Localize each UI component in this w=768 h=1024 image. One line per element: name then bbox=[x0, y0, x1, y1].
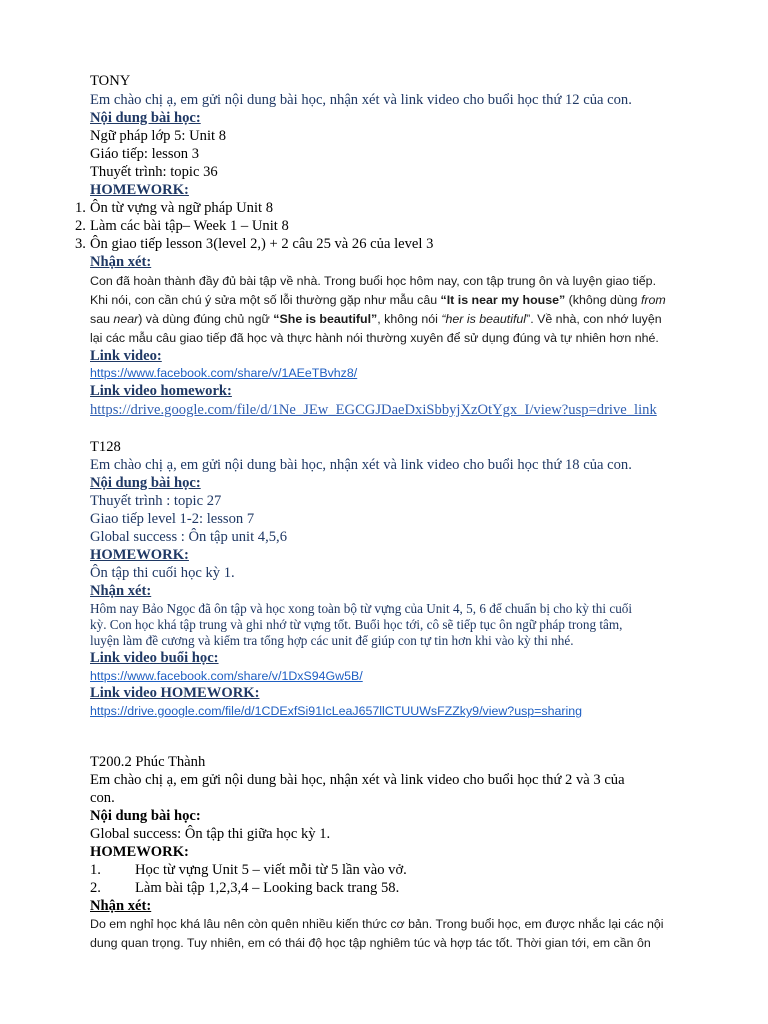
list-number: 1. bbox=[75, 200, 86, 216]
homework-text: Ôn tập thi cuối học kỳ 1. bbox=[90, 565, 235, 581]
homework-heading: HOMEWORK: bbox=[90, 547, 189, 563]
list-number: 2. bbox=[90, 880, 101, 896]
comment-text: ”. Về nhà, con nhớ luyện bbox=[526, 312, 662, 326]
comment-text: Khi nói, con cần chú ý sửa một số lỗi thường gặp như mẫu câu bbox=[90, 293, 441, 307]
homework-video-heading: Link video HOMEWORK: bbox=[90, 685, 260, 701]
comment-line: Do em nghỉ học khá lâu nên còn quên nhiều kiến thức cơ bản. Trong buổi học, em được nhắc lại các nội bbox=[90, 917, 664, 931]
intro-text: Em chào chị ạ, em gửi nội dung bài học, nhận xét và link video cho buổi học thứ 18 của con. bbox=[90, 457, 632, 473]
homework-item bbox=[75, 199, 274, 217]
comment-text: (không dùng bbox=[565, 293, 641, 307]
comment-example: “She is beautiful” bbox=[273, 312, 378, 326]
comment-text: sau bbox=[90, 312, 114, 326]
list-number: 1. bbox=[90, 862, 101, 878]
video-heading: Link video: bbox=[90, 348, 162, 364]
content-item: Thuyết trình: topic 36 bbox=[90, 164, 218, 180]
content-item: Thuyết trình : topic 27 bbox=[90, 493, 222, 509]
content-heading: Nội dung bài học: bbox=[90, 808, 201, 824]
content-item: Global success: Ôn tập thi giữa học kỳ 1. bbox=[90, 826, 331, 842]
student-title: T128 bbox=[90, 439, 121, 455]
homework-heading: HOMEWORK: bbox=[90, 182, 189, 198]
homework-video-link[interactable]: https://drive.google.com/file/d/1CDExfSi91IcLeaJ657llCTUUWsFZZky9/view?usp=sharing bbox=[90, 704, 583, 718]
homework-heading: HOMEWORK: bbox=[90, 844, 189, 860]
comment-emphasis: near bbox=[113, 312, 139, 326]
comment-text: , không nói bbox=[377, 312, 442, 326]
list-number: 3. bbox=[75, 236, 86, 252]
intro-text: Em chào chị ạ, em gửi nội dung bài học, nhận xét và link video cho buổi học thứ 2 và 3 của bbox=[90, 772, 625, 788]
student-title: TONY bbox=[90, 73, 131, 89]
homework-item-text: Ôn giao tiếp lesson 3(level 2,) + 2 câu 25 và 26 của level 3 bbox=[90, 236, 434, 252]
comment-heading: Nhận xét: bbox=[90, 254, 152, 270]
comment-emphasis: from bbox=[640, 293, 666, 307]
content-item: Giáo tiếp: lesson 3 bbox=[90, 146, 200, 162]
comment-line: lại các mẫu câu giao tiếp đã học và thực hành nói thường xuyên để sử dụng đúng và tự nhiên hơn nhé. bbox=[90, 331, 659, 345]
content-item: Giao tiếp level 1-2: lesson 7 bbox=[90, 511, 255, 527]
student-title: T200.2 Phúc Thành bbox=[90, 754, 206, 770]
comment-text: ) và dùng đúng chủ ngữ bbox=[138, 312, 274, 326]
content-heading: Nội dung bài học: bbox=[90, 110, 201, 126]
content-heading: Nội dung bài học: bbox=[90, 475, 201, 491]
comment-line: kỳ. Con học khá tập trung và ghi nhớ từ vựng tốt. Buổi học tới, cô sẽ tiếp tục ôn ngữ pháp trong tâm, bbox=[90, 617, 623, 632]
intro-text: con. bbox=[90, 790, 115, 806]
comment-emphasis: “her is beautiful bbox=[441, 312, 527, 326]
video-link[interactable]: https://www.facebook.com/share/v/1AEeTBvhz8/ bbox=[90, 366, 358, 380]
comment-line bbox=[90, 291, 666, 309]
comment-line: luyện làm đề cương và kiểm tra tổng hợp các unit để giúp con tự tin hơn khi vào kỳ thi nhé. bbox=[90, 633, 574, 648]
comment-example: “It is near my house” bbox=[440, 293, 566, 307]
homework-item bbox=[75, 217, 289, 235]
comment-line: dung quan trọng. Tuy nhiên, em có thái độ học tập nghiêm túc và hợp tác tốt. Thời gian tới, em cần ôn bbox=[90, 936, 651, 950]
comment-line bbox=[90, 310, 662, 328]
homework-item-text: Làm bài tập 1,2,3,4 – Looking back trang 58. bbox=[135, 880, 400, 896]
comment-line: Con đã hoàn thành đầy đủ bài tập về nhà. Trong buổi học hôm nay, con tập trung ôn và luyện giao tiếp. bbox=[90, 274, 657, 288]
homework-item-text: Học từ vựng Unit 5 – viết mỗi từ 5 lần vào vở. bbox=[135, 862, 407, 878]
content-item: Ngữ pháp lớp 5: Unit 8 bbox=[90, 128, 227, 144]
comment-heading: Nhận xét: bbox=[90, 583, 152, 599]
homework-item-text: Ôn từ vựng và ngữ pháp Unit 8 bbox=[90, 200, 274, 216]
comment-line: Hôm nay Bảo Ngọc đã ôn tập và học xong toàn bộ từ vựng của Unit 4, 5, 6 để chuẩn bị cho kỳ thi cuối bbox=[90, 601, 633, 616]
homework-video-heading: Link video homework: bbox=[90, 383, 232, 399]
homework-video-link[interactable]: https://drive.google.com/file/d/1Ne_JEw_EGCGJDaeDxiSbbyjXzOtYgx_I/view?usp=drive_link bbox=[90, 402, 657, 418]
homework-item bbox=[75, 235, 434, 253]
content-item: Global success : Ôn tập unit 4,5,6 bbox=[90, 529, 287, 545]
homework-item-text: Làm các bài tập– Week 1 – Unit 8 bbox=[90, 218, 289, 234]
video-link[interactable]: https://www.facebook.com/share/v/1DxS94Gw5B/ bbox=[90, 669, 363, 683]
video-heading: Link video buổi học: bbox=[90, 650, 219, 666]
intro-text: Em chào chị ạ, em gửi nội dung bài học, nhận xét và link video cho buổi học thứ 12 của con. bbox=[90, 92, 632, 108]
comment-heading: Nhận xét: bbox=[90, 898, 152, 914]
list-number: 2. bbox=[75, 218, 86, 234]
